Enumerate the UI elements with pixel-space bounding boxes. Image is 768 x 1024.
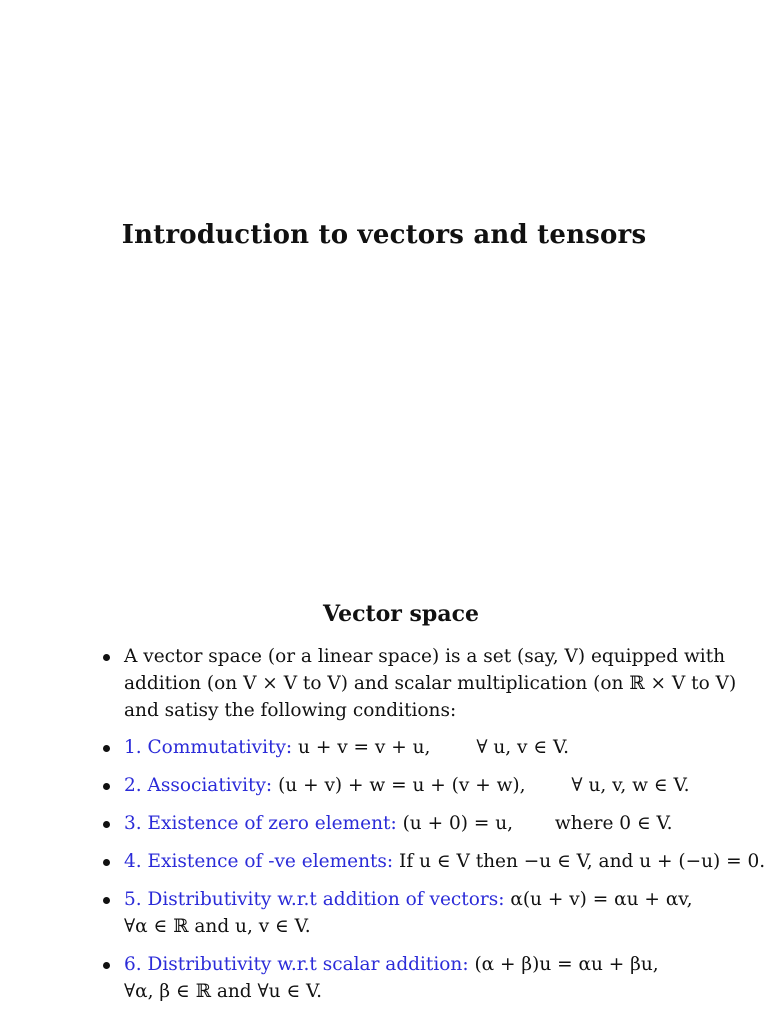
condition-formula: (α + β)u = αu + βu, [474,954,659,975]
bullet-icon [103,654,110,661]
condition-quantifier: where 0 ∈ V. [554,813,673,834]
list-item-associativity [103,772,743,799]
bullet-icon [103,859,110,866]
bullet-icon [103,783,110,790]
list-item-negative-elements [103,848,766,875]
list-item-zero-element [103,810,743,837]
condition-formula: u + v = v + u, [298,737,431,758]
condition-label: 1. Commutativity: [124,737,293,758]
condition-label: 2. Associativity: [124,775,273,796]
condition-label: 4. Existence of -ve elements: [124,851,394,872]
condition-quantifier: ∀ u, v ∈ V. [476,737,569,758]
list-item-distributivity-scalars [103,951,743,1005]
condition-formula: (u + v) + w = u + (v + w), [278,775,526,796]
condition-quantifier: ∀α, β ∈ ℝ and ∀u ∈ V. [124,981,323,1002]
bullet-icon [103,897,110,904]
condition-formula: (u + 0) = u, [402,813,514,834]
bullet-icon [103,745,110,752]
condition-quantifier: ∀α ∈ ℝ and u, v ∈ V. [124,916,311,937]
condition-label: 6. Distributivity w.r.t scalar addition: [124,954,469,975]
intro-line-3: and satisy the following conditions: [124,700,457,721]
page-title: Introduction to vectors and tensors [121,220,647,250]
intro-line-1: A vector space (or a linear space) is a set (say, V) equipped with [124,646,726,667]
condition-quantifier: ∀ u, v, w ∈ V. [571,775,690,796]
list-item-commutativity [103,734,743,761]
condition-formula: If u ∈ V then −u ∈ V, and u + (−u) = 0. [399,851,766,872]
list-item-intro [103,643,743,724]
list-item-distributivity-vectors [103,886,743,940]
intro-line-2: addition (on V × V to V) and scalar multiplication (on ℝ × V to V) [124,673,737,694]
bullet-icon [103,962,110,969]
bullet-icon [103,821,110,828]
condition-label: 5. Distributivity w.r.t addition of vectors: [124,889,505,910]
condition-formula: α(u + v) = αu + αv, [510,889,693,910]
section-title: Vector space [323,601,479,627]
condition-label: 3. Existence of zero element: [124,813,397,834]
